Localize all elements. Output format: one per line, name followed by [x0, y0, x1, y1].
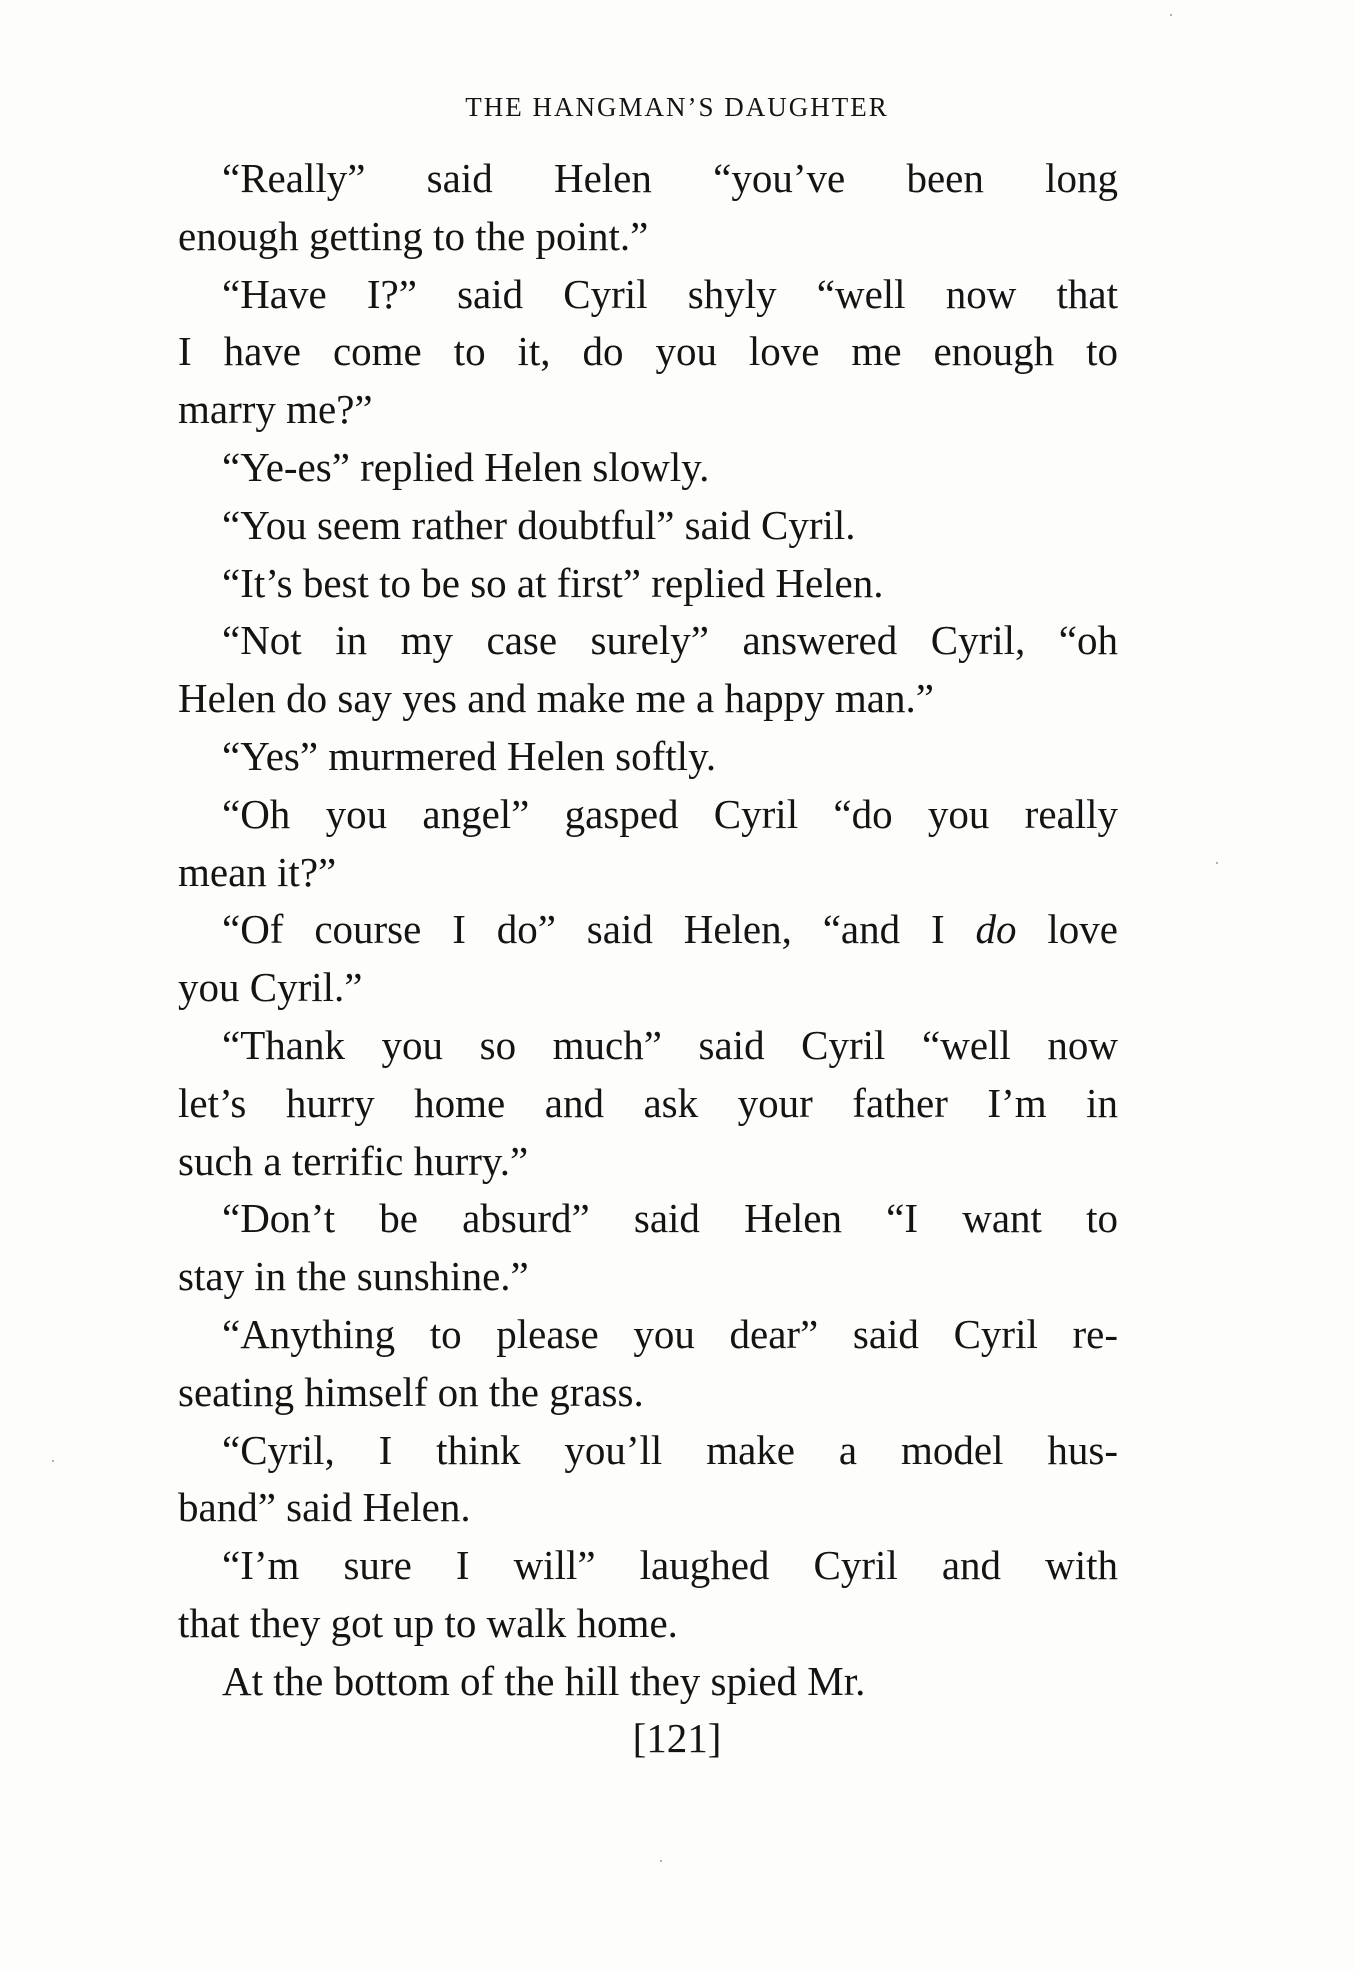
text-line: “Don’t be absurd” said Helen “I want to [222, 1195, 1118, 1242]
text-line: “Cyril, I think you’ll make a model hus- [222, 1426, 1118, 1473]
text-line: seating himself on the grass. [178, 1368, 644, 1415]
paragraph [178, 1306, 1118, 1422]
paragraph [178, 497, 1118, 555]
text-line: At the bottom of the hill they spied Mr. [222, 1657, 866, 1704]
paragraph [178, 1190, 1118, 1306]
paragraph [178, 901, 1118, 1017]
text-line: “I’m sure I will” laughed Cyril and with [222, 1542, 1118, 1589]
paragraph [178, 612, 1118, 728]
paragraph [178, 1017, 1118, 1190]
paragraph [178, 728, 1118, 786]
text-line: you Cyril.” [178, 964, 363, 1011]
text-line: “Anything to please you dear” said Cyril re- [222, 1310, 1118, 1357]
paper-speck [1170, 14, 1172, 16]
text-line: band” said Helen. [178, 1484, 471, 1531]
text-line: “Really” said Helen “you’ve been long [222, 155, 1118, 201]
running-head: THE HANGMAN’S DAUGHTER [465, 92, 889, 122]
paper-speck [52, 1460, 54, 1462]
paragraph [178, 555, 1118, 613]
text-line: “It’s best to be so at first” replied Helen. [222, 559, 884, 606]
paper-speck [660, 1860, 662, 1862]
text-line: “Oh you angel” gasped Cyril “do you really [222, 790, 1118, 837]
text-line: “Thank you so much” said Cyril “well now [222, 1021, 1118, 1068]
text-line: that they got up to walk home. [178, 1599, 678, 1646]
text-line [178, 901, 1118, 959]
paragraph [178, 439, 1118, 497]
text-line: such a terrific hurry.” [178, 1137, 529, 1184]
body-text [178, 150, 1118, 1711]
text-line: mean it?” [178, 848, 337, 895]
page-number: [121] [632, 1715, 722, 1761]
paragraph [178, 1422, 1118, 1538]
text-run: “Of course I do” said Helen, “and I [222, 906, 976, 953]
paper-speck [1216, 862, 1218, 864]
italic-emphasis: do [975, 906, 1017, 953]
text-line: Helen do say yes and make me a happy man.” [178, 675, 934, 722]
text-line: “Not in my case surely” answered Cyril, “oh [222, 617, 1118, 664]
text-line: stay in the sunshine.” [178, 1253, 529, 1300]
text-line: “Have I?” said Cyril shyly “well now that [222, 270, 1118, 317]
text-line: I have come to it, do you love me enough to [178, 328, 1118, 375]
paragraph [178, 150, 1118, 266]
text-line: “You seem rather doubtful” said Cyril. [222, 501, 856, 548]
text-line: “Yes” murmered Helen softly. [222, 732, 717, 779]
text-line: let’s hurry home and ask your father I’m in [178, 1079, 1118, 1126]
text-line: “Ye-es” replied Helen slowly. [222, 443, 710, 490]
text-run: love [1016, 906, 1118, 953]
paragraph [178, 266, 1118, 439]
paragraph [178, 786, 1118, 902]
paragraph [178, 1653, 1118, 1711]
text-line: enough getting to the point.” [178, 212, 649, 259]
paragraph [178, 1537, 1118, 1653]
text-line: marry me?” [178, 386, 373, 433]
